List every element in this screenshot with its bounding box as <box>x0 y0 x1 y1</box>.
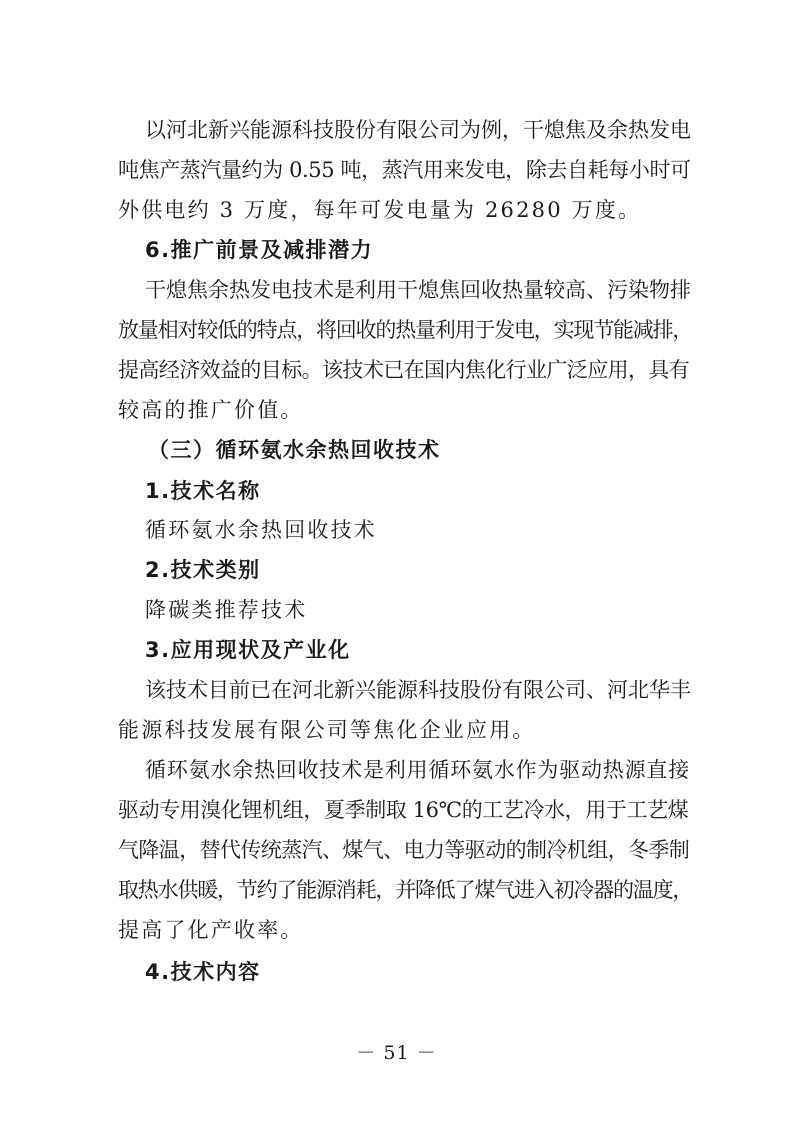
heading-tech-name: 1.技术名称 <box>145 479 261 503</box>
paragraph-principle-line-2: 驱动专用溴化锂机组，夏季制取 16℃的工艺冷水，用于工艺煤 <box>118 798 689 822</box>
paragraph-prospect-line-2: 放量相对较低的特点，将回收的热量利用于发电，实现节能减排， <box>118 318 693 342</box>
paragraph-principle-line-1: 循环氨水余热回收技术是利用循环氨水作为驱动热源直接 <box>145 758 690 782</box>
heading-application-status: 3.应用现状及产业化 <box>145 638 351 662</box>
paragraph-principle-line-5: 提高了化产收率。 <box>118 918 304 942</box>
paragraph-principle-line-3: 气降温，替代传统蒸汽、煤气、电力等驱动的制冷机组，冬季制 <box>118 838 690 862</box>
paragraph-prospect-line-1: 干熄焦余热发电技术是利用干熄焦回收热量较高、污染物排 <box>145 278 691 302</box>
paragraph-status-line-2: 能源科技发展有限公司等焦化企业应用。 <box>118 718 536 742</box>
heading-tech-content: 4.技术内容 <box>145 960 261 984</box>
heading-tech-category: 2.技术类别 <box>145 558 261 582</box>
paragraph-prospect-line-3: 提高经济效益的目标。该技术已在国内焦化行业广泛应用，具有 <box>118 358 690 382</box>
heading-promotion-prospect: 6.推广前景及减排潜力 <box>145 238 374 262</box>
section-3-heading: （三）循环氨水余热回收技术 <box>148 438 441 462</box>
paragraph-example-line-1: 以河北新兴能源科技股份有限公司为例，干熄焦及余热发电 <box>145 118 691 142</box>
paragraph-example-line-3: 外供电约 3 万度，每年可发电量为 26280 万度。 <box>118 198 642 222</box>
paragraph-prospect-line-4: 较高的推广价值。 <box>118 398 304 422</box>
tech-category-text: 降碳类推荐技术 <box>145 598 308 622</box>
paragraph-principle-line-4: 取热水供暖，节约了能源消耗，并降低了煤气进入初冷器的温度， <box>118 878 693 902</box>
page-number: － 51 － <box>356 1042 437 1064</box>
tech-name-text: 循环氨水余热回收技术 <box>145 518 377 542</box>
paragraph-status-line-1: 该技术目前已在河北新兴能源科技股份有限公司、河北华丰 <box>145 678 691 702</box>
paragraph-example-line-2: 吨焦产蒸汽量约为 0.55 吨，蒸汽用来发电，除去自耗每小时可 <box>118 158 691 182</box>
